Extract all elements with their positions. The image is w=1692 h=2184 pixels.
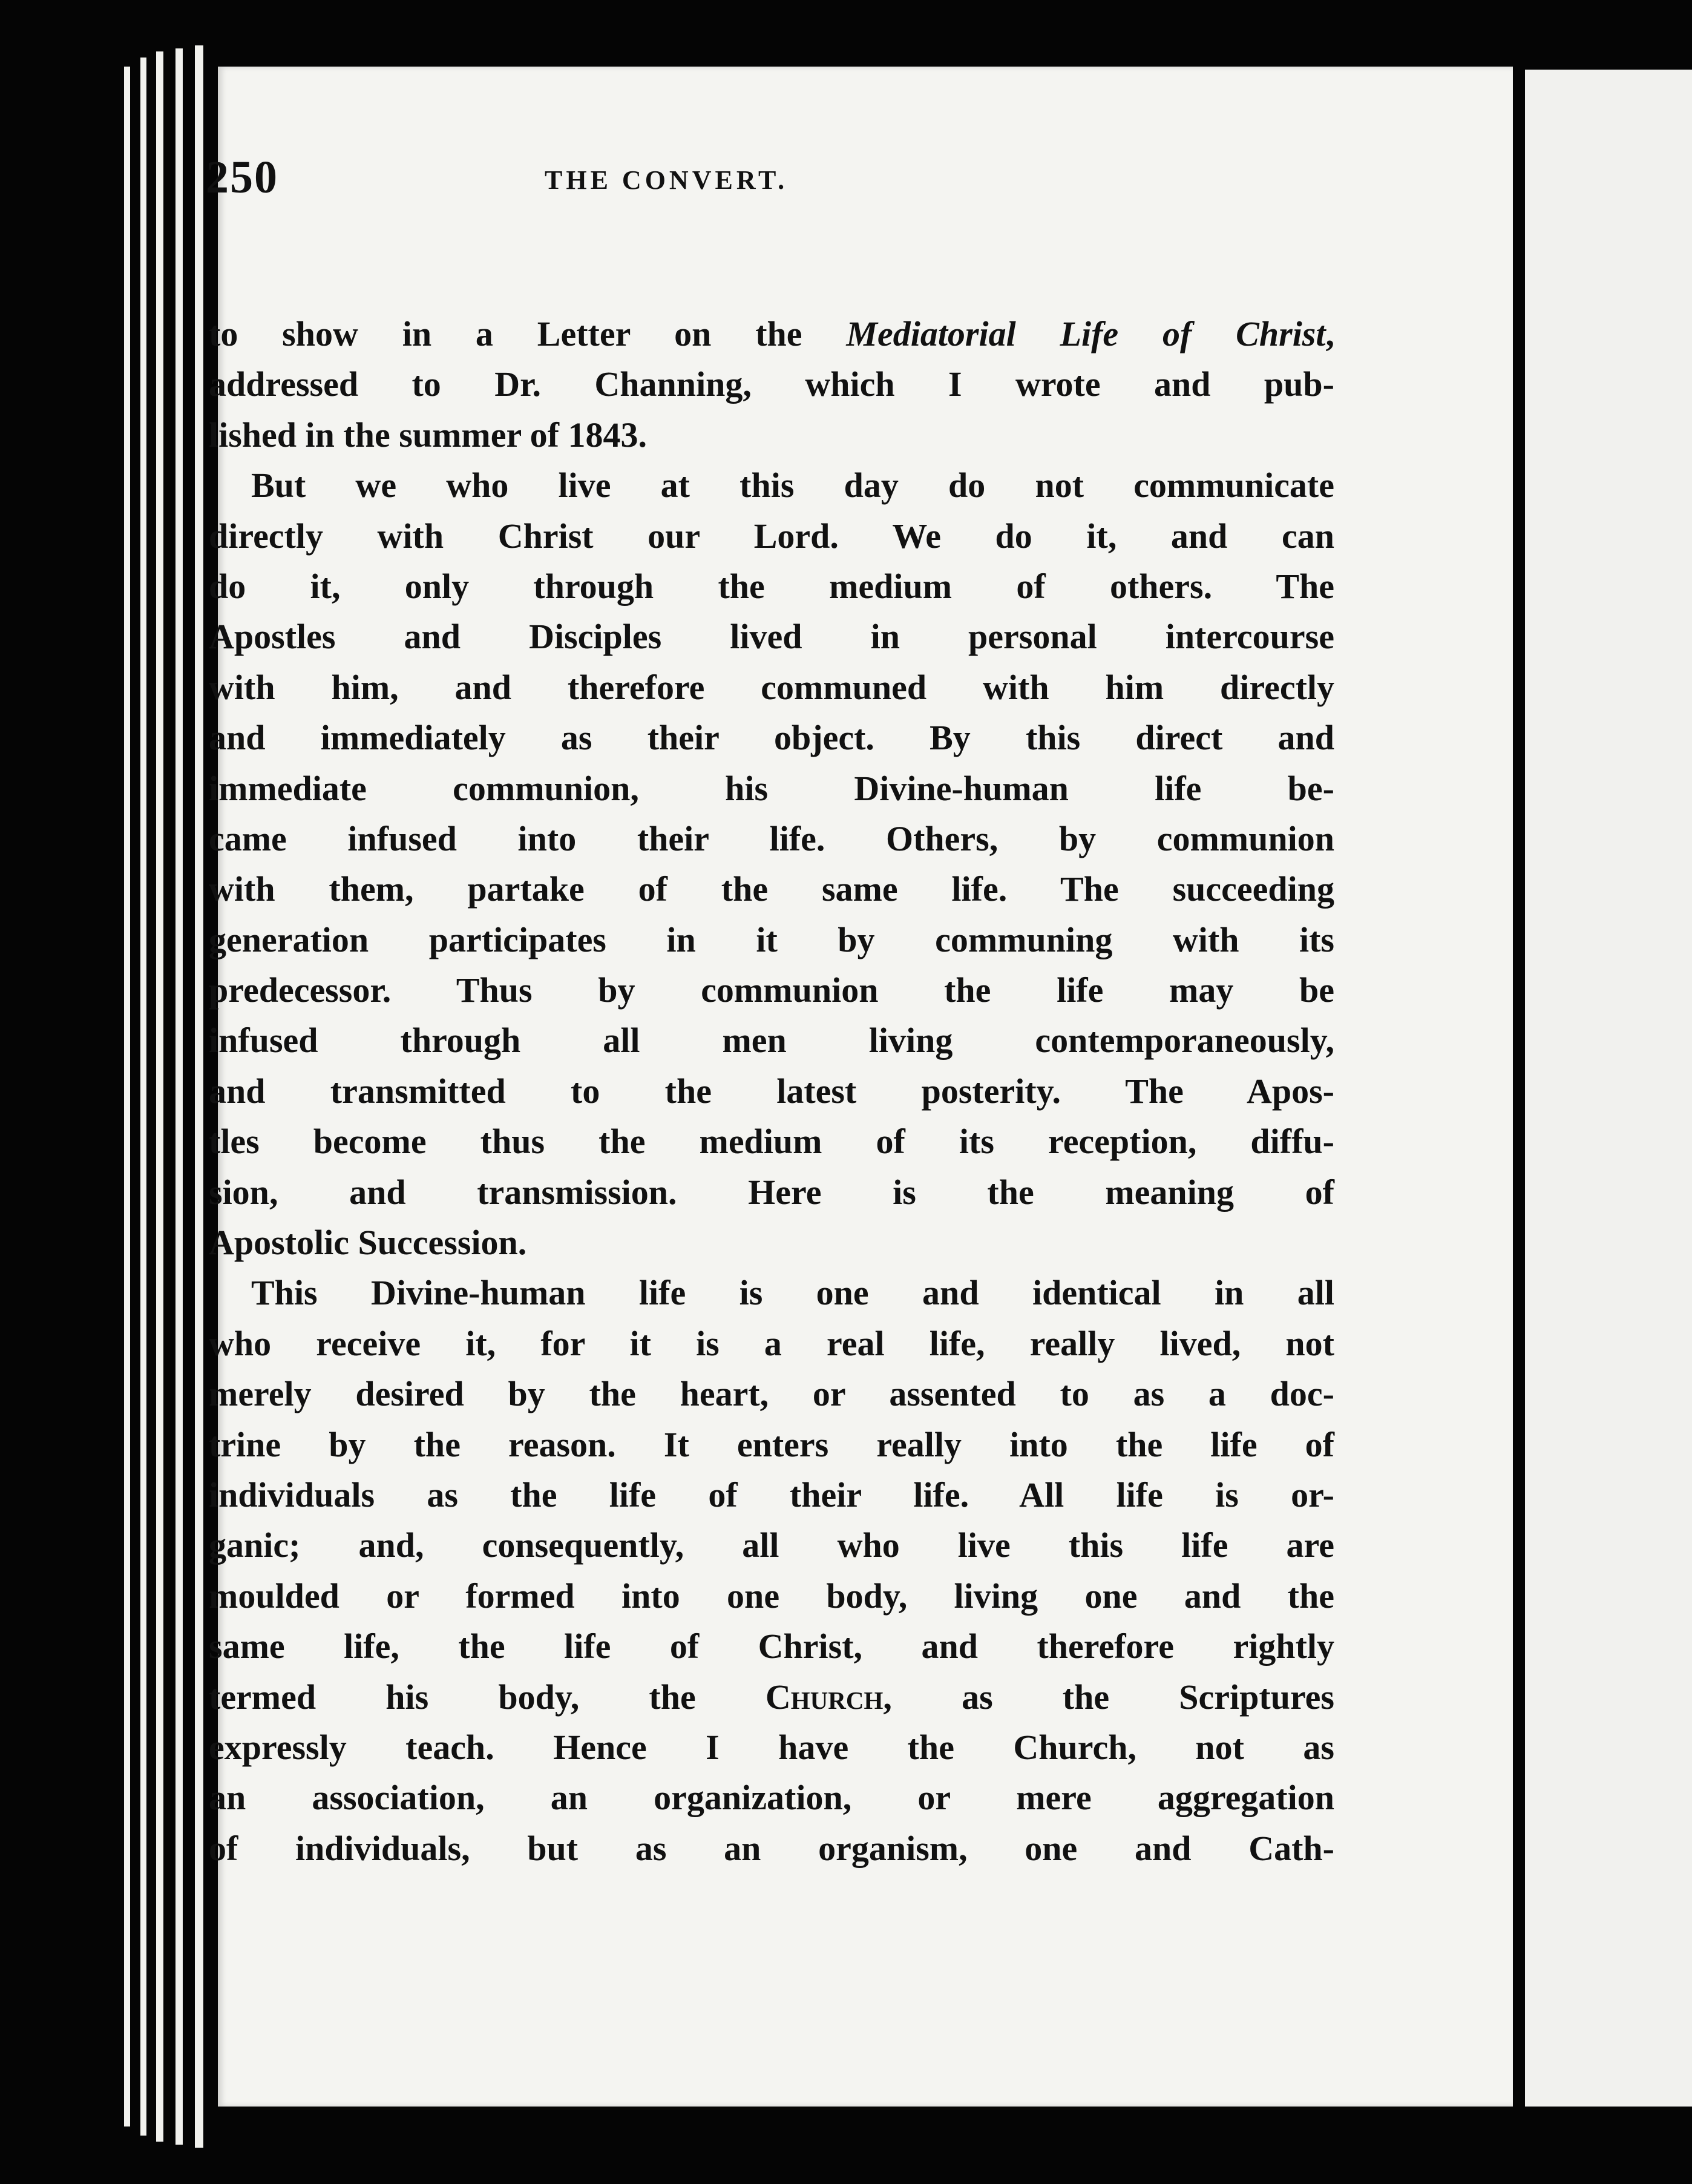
text-line [209, 814, 1334, 864]
text-line [209, 763, 1334, 814]
text-run: Apostolic Succession. [209, 1223, 527, 1263]
text-run: who receive it, for it is a real life, really lived, not [209, 1323, 1334, 1363]
text-line [209, 864, 1334, 914]
page-edge [124, 67, 130, 2126]
text-run: expressly teach. Hence I have the Church, not as [209, 1727, 1334, 1767]
text-run: But we who live at this day do not communicate [251, 465, 1334, 505]
text-run: generation participates in it by communing with its [209, 919, 1334, 959]
text-line [209, 1318, 1334, 1369]
text-run: with them, partake of the same life. The succeeding [209, 869, 1334, 909]
text-run: an association, an organization, or mere aggregation [209, 1778, 1334, 1818]
text-run: do it, only through the medium of others. The [209, 566, 1334, 606]
text-run: , [1325, 314, 1334, 354]
page-edge [175, 48, 183, 2145]
text-run: termed his body, the [209, 1677, 766, 1717]
text-run: directly with Christ our Lord. We do it, and can [209, 516, 1334, 556]
text-line [209, 1823, 1334, 1873]
text-line [209, 410, 1334, 460]
text-run: moulded or formed into one body, living one and the [209, 1576, 1334, 1616]
text-run: and transmitted to the latest posterity. The Apos- [209, 1071, 1334, 1111]
italic-text: Mediatorial Life of Christ [846, 314, 1326, 354]
text-line [209, 611, 1334, 662]
text-line [209, 1268, 1334, 1318]
text-line [209, 1772, 1334, 1823]
page-number: 250 [206, 152, 278, 203]
text-line [209, 460, 1334, 510]
text-run: predecessor. Thus by communion the life may be [209, 970, 1334, 1010]
text-line [209, 1571, 1334, 1621]
text-run: trine by the reason. It enters really into the life of [209, 1424, 1334, 1464]
page-edge [195, 45, 203, 2148]
running-head: THE CONVERT. [545, 165, 789, 195]
text-line [209, 712, 1334, 763]
page-edge [156, 51, 163, 2142]
text-line [209, 1520, 1334, 1570]
text-line [209, 1015, 1334, 1065]
body-text [209, 309, 1334, 1873]
text-run: with him, and therefore communed with him directly [209, 667, 1334, 707]
text-line [209, 511, 1334, 561]
text-run: addressed to Dr. Channing, which I wrote and pub- [209, 364, 1334, 404]
text-run: same life, the life of Christ, and therefore rightly [209, 1626, 1334, 1666]
text-run: , as the Scriptures [883, 1677, 1334, 1717]
text-run: This Divine-human life is one and identical in all [251, 1273, 1334, 1313]
paragraph [209, 1268, 1334, 1873]
text-run: ganic; and, consequently, all who live this life are [209, 1525, 1334, 1565]
smallcaps-text: Church [765, 1677, 884, 1717]
page-header [206, 151, 1053, 248]
text-run: tles become thus the medium of its reception, diffu- [209, 1122, 1334, 1162]
text-line [209, 662, 1334, 712]
text-run: to show in a Letter on the [209, 314, 847, 354]
facing-page-edge [1525, 70, 1692, 2107]
text-line [209, 1369, 1334, 1419]
text-line [209, 1419, 1334, 1470]
paragraph [209, 309, 1334, 460]
text-line [209, 1116, 1334, 1166]
text-line [209, 1470, 1334, 1520]
text-run: came infused into their life. Others, by communion [209, 818, 1334, 858]
text-line [209, 1217, 1334, 1268]
text-line [209, 915, 1334, 965]
text-line [209, 1621, 1334, 1671]
text-line [209, 1722, 1334, 1772]
page-edge [140, 58, 146, 2136]
text-line [209, 1167, 1334, 1217]
text-line [209, 1672, 1334, 1722]
text-run: merely desired by the heart, or assented to as a doc- [209, 1374, 1334, 1414]
text-line [209, 309, 1334, 359]
text-run: immediate communion, his Divine-human life be- [209, 768, 1334, 808]
text-line [209, 965, 1334, 1015]
text-line [209, 561, 1334, 611]
text-run: individuals as the life of their life. All life is or- [209, 1475, 1334, 1515]
text-run: sion, and transmission. Here is the meaning of [209, 1172, 1334, 1212]
text-run: lished in the summer of 1843. [209, 415, 647, 455]
text-line [209, 1066, 1334, 1116]
paragraph [209, 460, 1334, 1268]
text-run: infused through all men living contemporaneously, [209, 1021, 1334, 1061]
text-run: and immediately as their object. By this direct and [209, 718, 1334, 758]
text-run: of individuals, but as an organism, one and Cath- [209, 1828, 1334, 1868]
text-line [209, 359, 1334, 409]
text-run: Apostles and Disciples lived in personal intercourse [209, 617, 1334, 657]
